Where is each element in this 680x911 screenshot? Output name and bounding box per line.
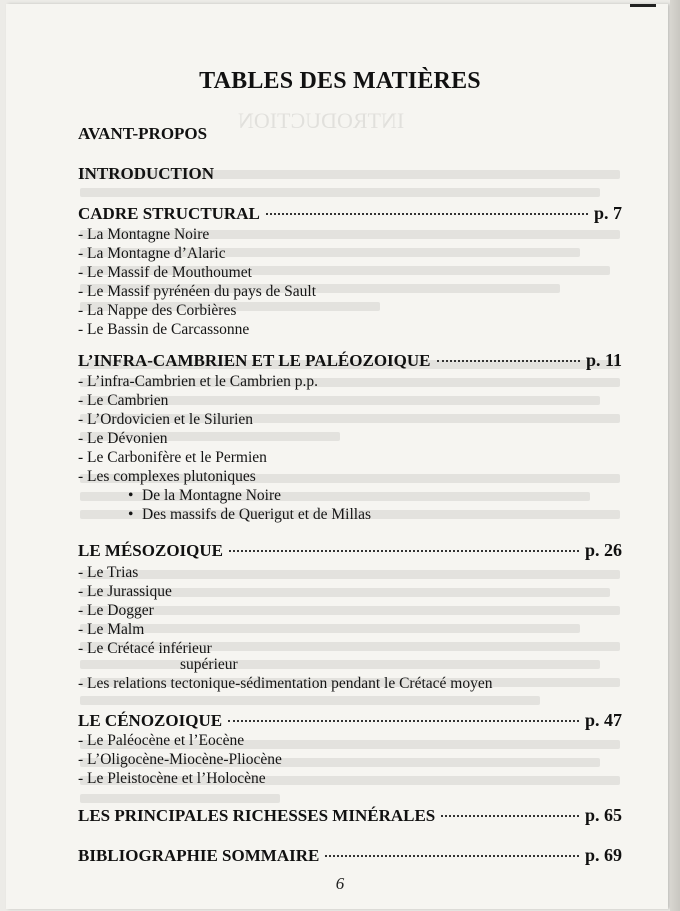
dot-leader [437, 360, 580, 362]
toc-infra-cambrien [78, 350, 622, 371]
toc-item: - Les relations tectonique-sédimentation pendant le Crétacé moyen [78, 675, 493, 692]
toc-item: - Le Dévonien [78, 430, 168, 447]
dot-leader [266, 213, 588, 215]
toc-cadre-structural [78, 203, 622, 224]
toc-item: - Le Malm [78, 621, 145, 638]
page-edge [670, 0, 680, 911]
dot-leader [441, 815, 579, 817]
toc-item: - La Montagne d’Alaric [78, 245, 226, 262]
toc-avant-propos [78, 124, 622, 144]
toc-biblio-page: p. 69 [584, 845, 622, 865]
toc-item: - Le Dogger [78, 602, 154, 619]
toc-richesses [78, 805, 622, 826]
toc-item: - Le Jurassique [78, 583, 172, 600]
toc-item: - Le Bassin de Carcassonne [78, 321, 250, 338]
toc-avant-propos-label: AVANT-PROPOS [78, 124, 208, 143]
toc-cadre-page: p. 7 [593, 203, 622, 223]
toc-subitem [128, 487, 281, 505]
toc-item: - Le Paléocène et l’Eocène [78, 732, 245, 749]
toc-ceno-label: LE CÉNOZOIQUE [78, 711, 223, 730]
toc-item: - Le Massif pyrénéen du pays de Sault [78, 283, 317, 300]
toc-item: - L’infra-Cambrien et le Cambrien p.p. [78, 373, 319, 390]
page-title: TABLES DES MATIÈRES [199, 68, 481, 94]
toc-ceno-page: p. 47 [584, 710, 622, 730]
dot-leader [325, 855, 579, 857]
toc-mesozoique [78, 540, 622, 561]
toc-introduction [78, 164, 622, 184]
toc-item: - Le Trias [78, 564, 139, 581]
toc-richesses-label: LES PRINCIPALES RICHESSES MINÉRALES [78, 806, 436, 825]
dot-leader [228, 720, 579, 722]
toc-item: - Le Pleistocène et l’Holocène [78, 770, 266, 787]
toc-bibliographie [78, 845, 622, 866]
toc-item: - Le Crétacé inférieur [78, 640, 212, 657]
toc-subitem [128, 506, 371, 524]
toc-item: supérieur [180, 656, 238, 673]
bullet-icon: • [128, 506, 134, 523]
toc-subitem-label: Des massifs de Querigut et de Millas [142, 506, 372, 523]
toc-biblio-label: BIBLIOGRAPHIE SOMMAIRE [78, 846, 320, 865]
toc-item: - L’Oligocène-Miocène-Pliocène [78, 751, 282, 768]
toc-item: - Les complexes plutoniques [78, 468, 256, 485]
toc-item: - L’Ordovicien et le Silurien [78, 411, 254, 428]
dot-leader [229, 550, 579, 552]
toc-cenozoique [78, 710, 622, 731]
toc-item: - Le Carbonifère et le Permien [78, 449, 267, 466]
toc-introduction-label: INTRODUCTION [78, 164, 215, 183]
toc-richesses-page: p. 65 [584, 805, 622, 825]
corner-mark [630, 4, 656, 7]
bullet-icon: • [128, 487, 134, 504]
toc-item: - Le Cambrien [78, 392, 169, 409]
toc-cadre-label: CADRE STRUCTURAL [78, 204, 260, 223]
toc-item: - La Nappe des Corbières [78, 302, 237, 319]
toc-infra-label: L’INFRA-CAMBRIEN ET LE PALÉOZOIQUE [78, 351, 431, 370]
toc-meso-page: p. 26 [584, 540, 622, 560]
toc-meso-label: LE MÉSOZOIQUE [78, 541, 224, 560]
toc-infra-page: p. 11 [585, 350, 622, 370]
toc-item: - La Montagne Noire [78, 226, 210, 243]
toc-subitem-label: De la Montagne Noire [142, 487, 282, 504]
page-number: 6 [335, 874, 345, 893]
toc-item: - Le Massif de Mouthoumet [78, 264, 252, 281]
